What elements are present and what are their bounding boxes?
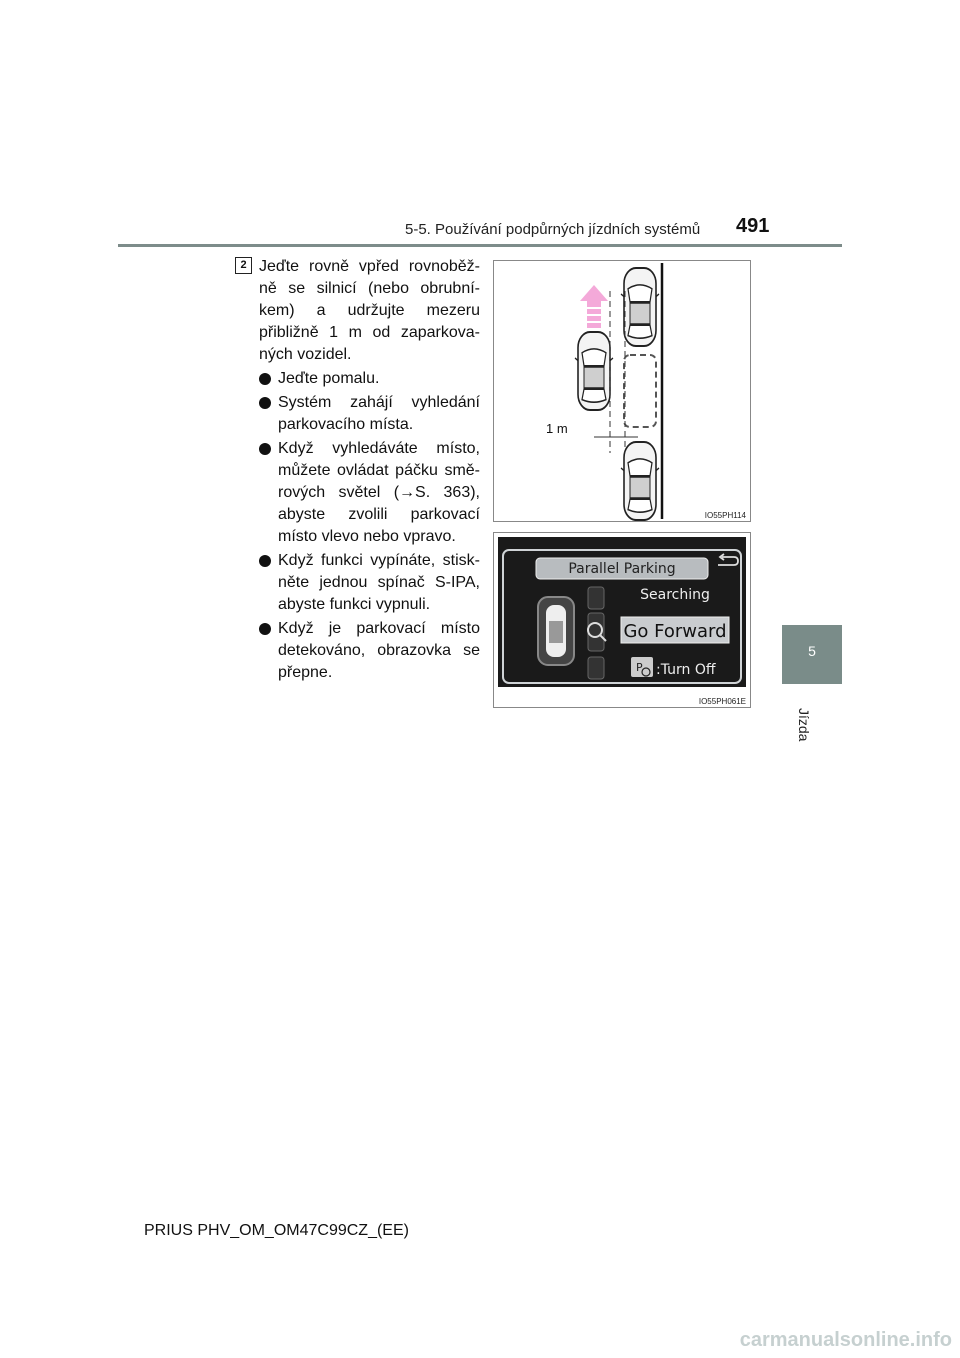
bullet-line: přepne.	[278, 664, 333, 681]
intro-line: ně se silnicí (nebo obrubní-	[259, 280, 480, 297]
bullet-line: Když je parkovací místo	[278, 620, 480, 637]
bullet-item	[259, 438, 480, 548]
turn-off-label: :Turn Off	[656, 662, 716, 678]
chapter-tab	[782, 625, 842, 684]
intro-line: kem) a udržujte mezeru	[259, 302, 480, 319]
parking-space-outline	[624, 355, 656, 427]
intro-line: Jeďte rovně vpřed rovnoběž-	[259, 258, 480, 275]
footer-model: PRIUS PHV_OM_OM47C99CZ_(EE)	[144, 1222, 409, 1239]
chapter-label: Jízda	[796, 708, 812, 742]
parking-diagram	[494, 261, 750, 521]
bullet-line: Jeďte pomalu.	[278, 370, 380, 387]
intro-line: ných vozidel.	[259, 346, 352, 363]
search-status: Searching	[640, 587, 710, 603]
bullet-line: můžete ovládat páčku smě-	[278, 462, 480, 479]
bullet-line: abyste zvolili parkovací	[278, 506, 480, 523]
side-slot-indicator	[588, 657, 604, 679]
bullet-line: detekováno, obrazovka se	[278, 642, 480, 659]
bullet-item	[259, 368, 480, 390]
header-title: 5-5. Používání podpůrných jízdních systémů	[405, 221, 701, 238]
bullet-dot-icon	[259, 555, 271, 567]
side-slot-indicator	[588, 587, 604, 609]
header-rule	[118, 244, 842, 247]
bullet-line: parkovacího místa.	[278, 416, 414, 433]
page-number: 491	[736, 215, 770, 237]
screen-title: Parallel Parking	[568, 561, 676, 577]
figure-code: IO55PH114	[704, 511, 746, 520]
figure-code: IO55PH061E	[698, 697, 746, 706]
forward-arrow-icon	[580, 285, 608, 328]
bullet-line: Když vyhledáváte místo,	[278, 440, 480, 457]
watermark: carmanualsonline.info	[739, 1329, 952, 1351]
chapter-number: 5	[808, 643, 816, 659]
bullet-dot-icon	[259, 443, 271, 455]
go-forward-label: Go Forward	[623, 621, 727, 642]
main-text	[259, 256, 480, 684]
sipa-screen	[494, 533, 750, 707]
bullet-line: místo vlevo nebo vpravo.	[278, 528, 456, 545]
vehicle-sensor-icon	[538, 597, 574, 665]
parking-diagram-figure	[493, 260, 751, 522]
parked-car-icon	[621, 442, 659, 520]
own-car-icon	[575, 332, 613, 410]
bullet-line: něte jednou spínač S-IPA,	[278, 574, 480, 591]
bullet-line: abyste funkci vypnuli.	[278, 596, 431, 613]
sipa-screen-figure	[493, 532, 751, 708]
parked-car-icon	[621, 268, 659, 346]
bullet-line: Když funkci vypínáte, stisk-	[278, 552, 480, 569]
step-number-box: 2	[235, 257, 252, 274]
bullet-dot-icon	[259, 373, 271, 385]
distance-label: 1 m	[546, 421, 568, 436]
parking-switch-icon-text: P	[636, 661, 643, 674]
bullet-dot-icon	[259, 623, 271, 635]
intro-paragraph	[259, 256, 480, 366]
bullet-line: rových světel (→S. 363),	[278, 484, 480, 501]
bullet-line: Systém zahájí vyhledání	[278, 394, 480, 411]
intro-line: přibližně 1 m od zaparkova-	[259, 324, 480, 341]
bullet-item	[259, 618, 480, 684]
bullet-item	[259, 392, 480, 436]
bullet-item	[259, 550, 480, 616]
bullet-dot-icon	[259, 397, 271, 409]
